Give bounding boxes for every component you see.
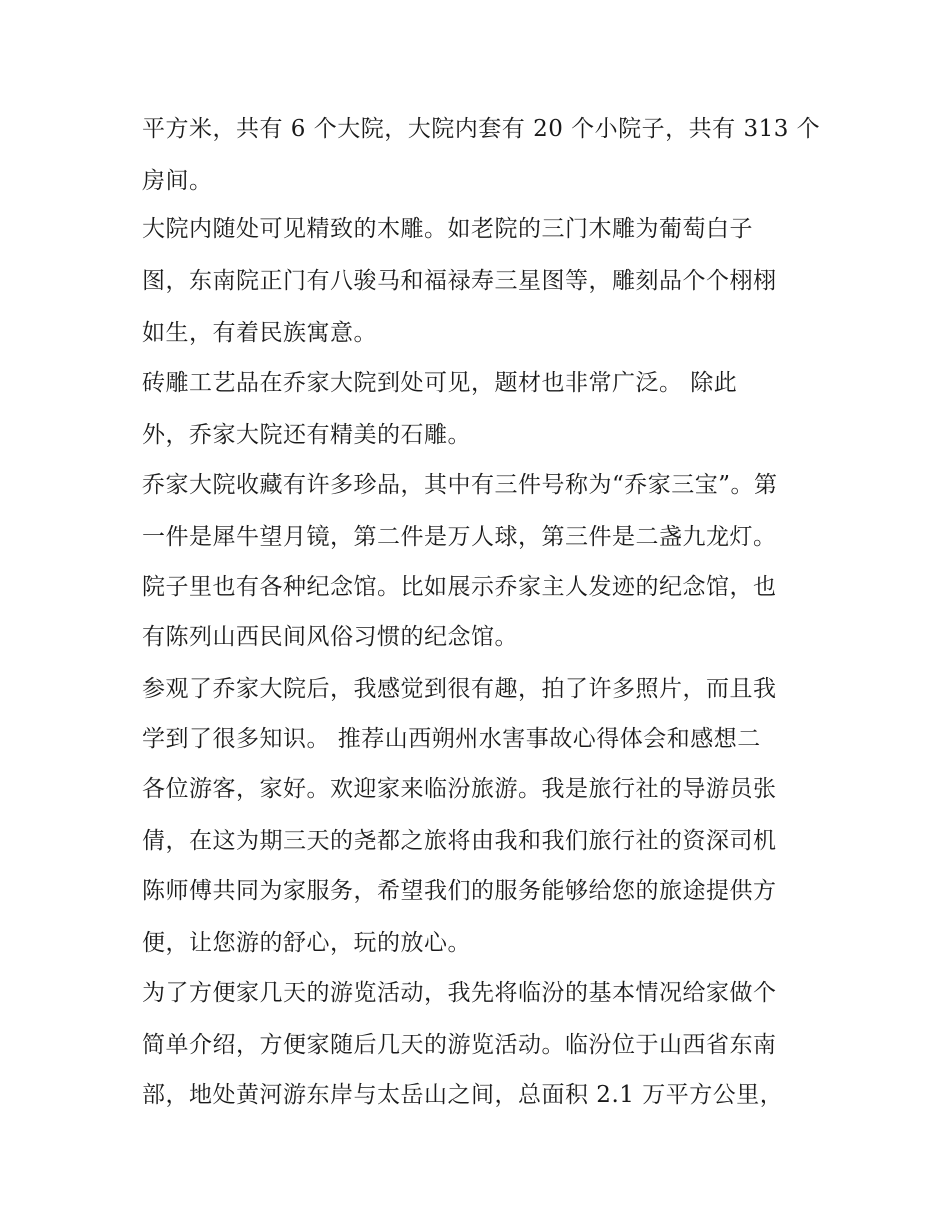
text-line: 倩，在这为期三天的尧都之旅将由我和我们旅行社的资深司机: [142, 828, 777, 854]
text-line: 简单介绍，方便家随后几天的游览活动。临汾位于山西省东南: [142, 1032, 777, 1058]
text-line: 为了方便家几天的游览活动，我先将临汾的基本情况给家做个: [142, 980, 777, 1006]
text-line: 各位游客，家好。欢迎家来临汾旅游。我是旅行社的导游员张: [142, 776, 777, 802]
text-line: 大院内随处可见精致的木雕。如老院的三门木雕为葡萄白子: [142, 216, 753, 242]
text-line: 平方米，共有 6 个大院，大院内套有 20 个小院子，共有 313 个: [142, 116, 821, 142]
text-line: 有陈列山西民间风俗习惯的纪念馆。: [142, 624, 518, 650]
text-line: 房间。: [142, 168, 213, 194]
text-line: 乔家大院收藏有许多珍品，其中有三件号称为“乔家三宝”。第: [142, 472, 778, 498]
text-line: 一件是犀牛望月镜，第二件是万人球，第三件是二盏九龙灯。: [142, 524, 777, 550]
text-line: 陈师傅共同为家服务，希望我们的服务能够给您的旅途提供方: [142, 878, 777, 904]
text-line: 部，地处黄河游东岸与太岳山之间，总面积 2.1 万平方公里，: [142, 1082, 784, 1108]
text-line: 外，乔家大院还有精美的石雕。: [142, 422, 471, 448]
text-line: 砖雕工艺品在乔家大院到处可见，题材也非常广泛。 除此: [142, 370, 738, 396]
text-line: 如生，有着民族寓意。: [142, 320, 377, 346]
text-line: 院子里也有各种纪念馆。比如展示乔家主人发迹的纪念馆，也: [142, 574, 777, 600]
text-line: 便，让您游的舒心，玩的放心。: [142, 930, 471, 956]
text-line: 学到了很多知识。 推荐山西朔州水害事故心得体会和感想二: [142, 726, 761, 752]
text-line: 图，东南院正门有八骏马和福禄寿三星图等，雕刻品个个栩栩: [142, 268, 777, 294]
text-line: 参观了乔家大院后，我感觉到很有趣，拍了许多照片，而且我: [142, 676, 777, 702]
